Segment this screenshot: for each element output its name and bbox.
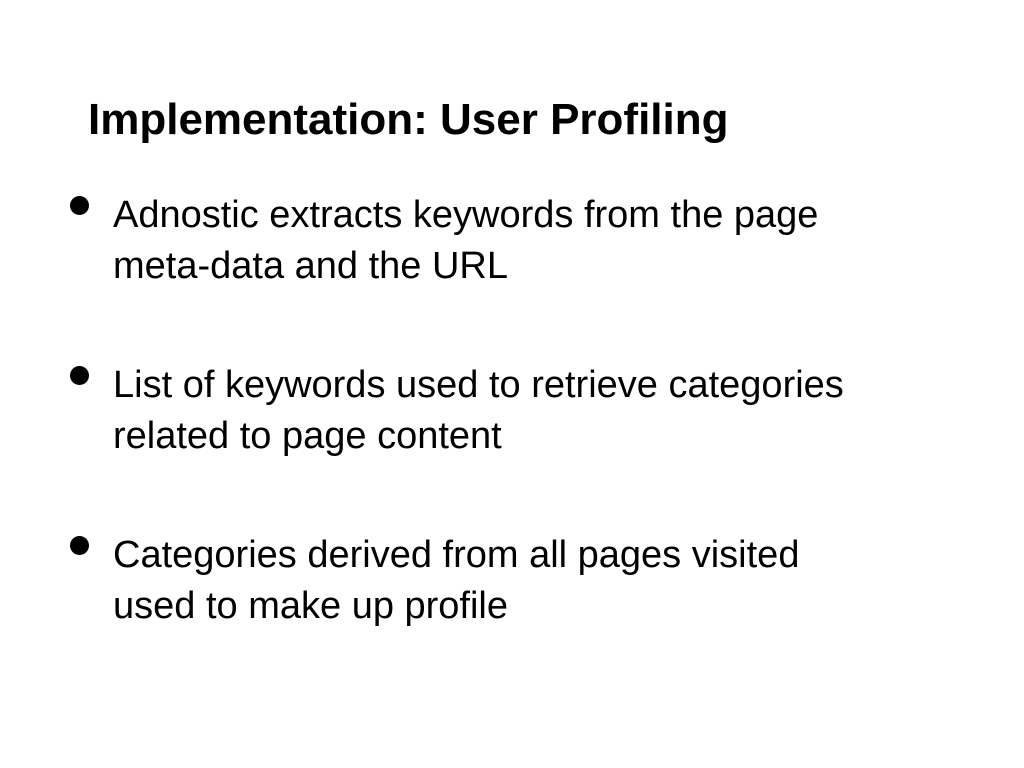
bullet-line: meta-data and the URL (113, 245, 509, 287)
bullet-line: Categories derived from all pages visited (113, 534, 800, 576)
bullet-line: related to page content (113, 415, 502, 457)
bullet-text (113, 190, 953, 292)
bullet-dot-icon (70, 366, 89, 385)
bullet-text (113, 530, 953, 632)
slide-title: Implementation: User Profiling (88, 95, 729, 144)
bullet-dot-icon (70, 196, 89, 215)
bullet-line: List of keywords used to retrieve categories (113, 364, 844, 406)
bullet-line: Adnostic extracts keywords from the page (113, 194, 819, 236)
bullet-line: used to make up profile (113, 585, 509, 627)
bullet-dot-icon (70, 536, 89, 555)
bullet-text (113, 360, 953, 462)
